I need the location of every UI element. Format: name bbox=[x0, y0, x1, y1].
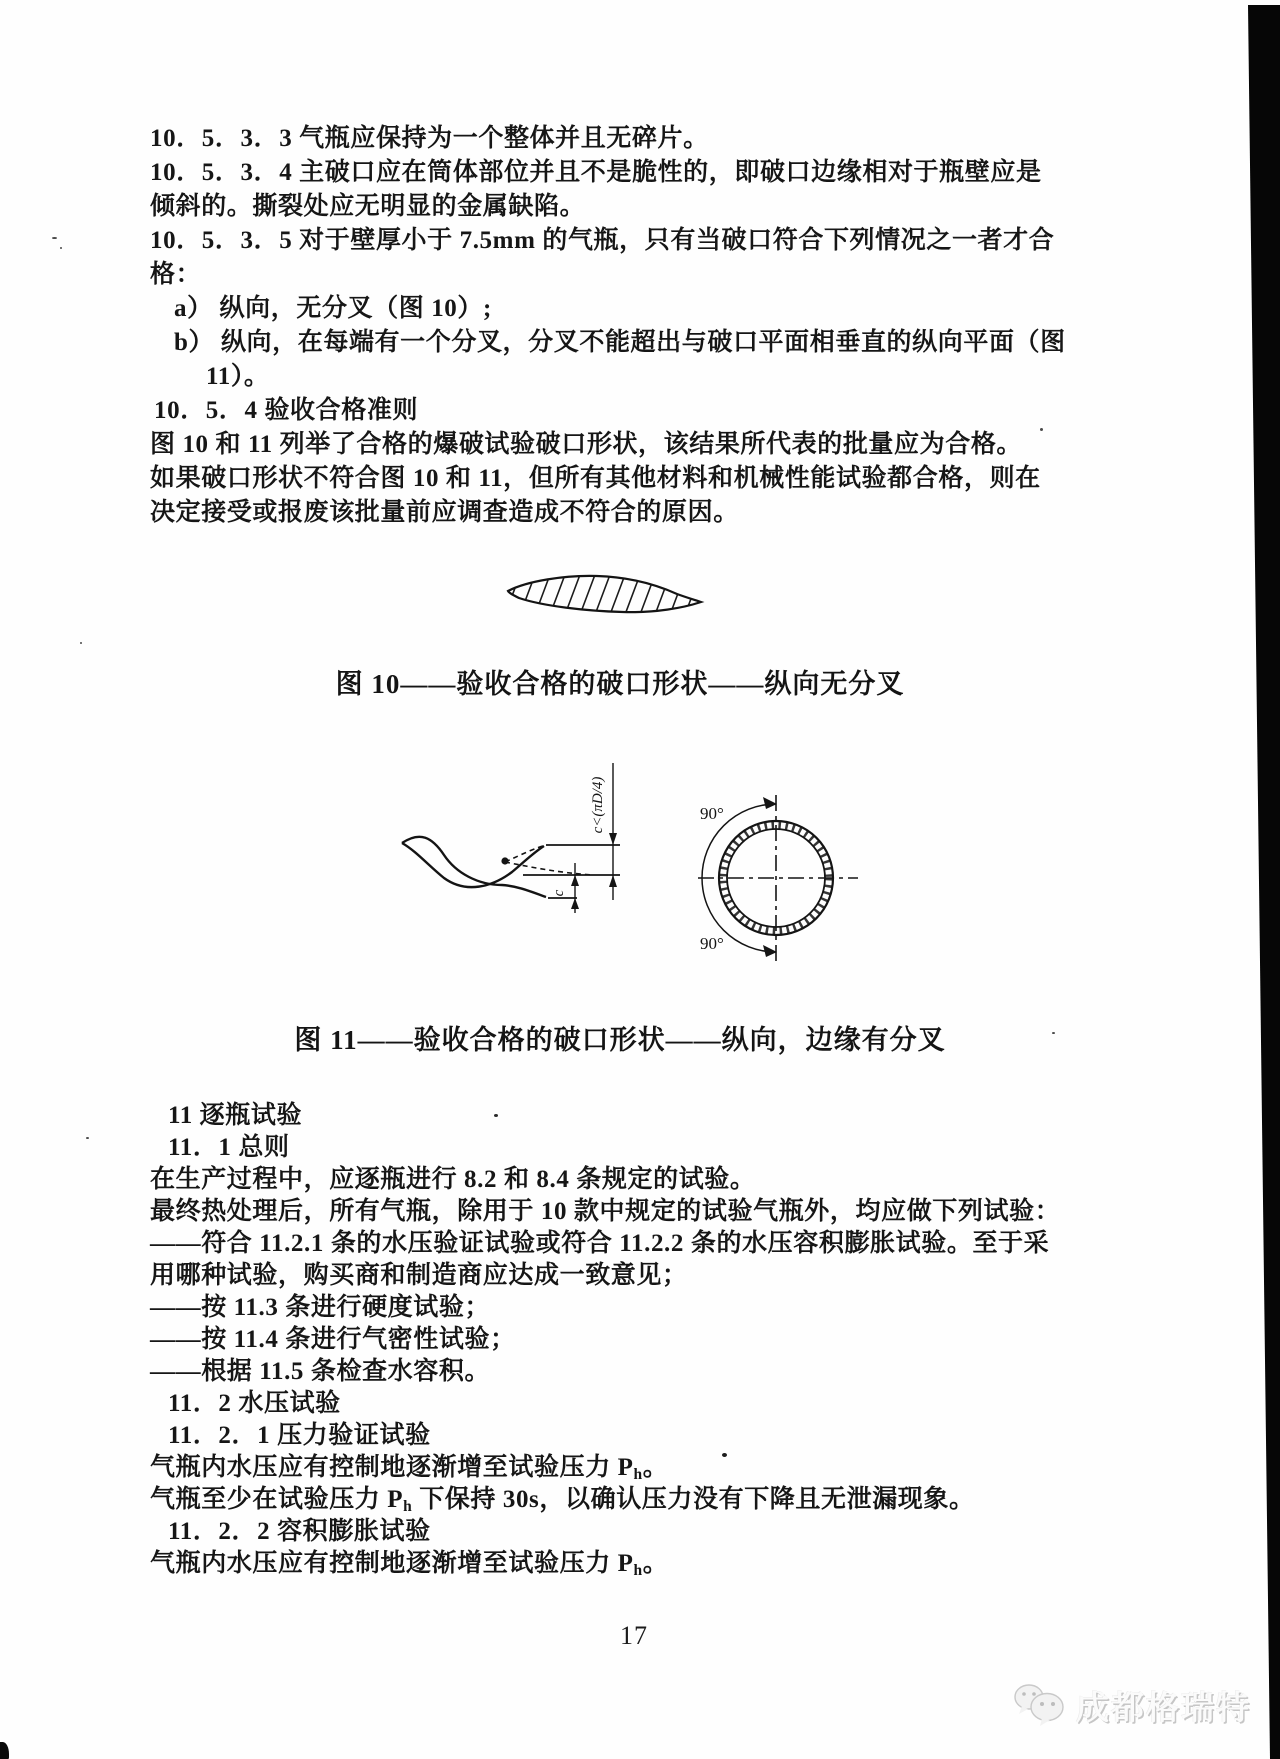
text-line: a） 纵向，无分叉（图 10）; bbox=[174, 295, 492, 322]
text-line: 10．5．3．5 对于壁厚小于 7.5mm 的气瓶，只有当破口符合下列情况之一者才合 bbox=[150, 227, 1055, 254]
scan-speck bbox=[86, 1137, 89, 1139]
scan-speck bbox=[494, 1114, 498, 1117]
scan-speck bbox=[1040, 428, 1043, 431]
text-line: 气瓶至少在试验压力 $P_h$ 下保持 30s，以确认压力没有下降且无泄漏现象。 bbox=[150, 1486, 975, 1515]
dimension-label-main: c<(πD/4) bbox=[590, 776, 606, 834]
text-line: 如果破口形状不符合图 10 和 11，但所有其他材料和机械性能试验都合格，则在 bbox=[150, 465, 1041, 492]
hidden-line-mid bbox=[505, 862, 593, 875]
text-line: 在生产过程中，应逐瓶进行 8.2 和 8.4 条规定的试验。 bbox=[150, 1166, 756, 1193]
text-line: 11．2 水压试验 bbox=[168, 1390, 341, 1417]
scan-speck bbox=[722, 1453, 727, 1457]
text-line: 气瓶内水压应有控制地逐渐增至试验压力 $P_h$。 bbox=[150, 1454, 669, 1483]
text-line: 10．5．3．3 气瓶应保持为一个整体并且无碎片。 bbox=[150, 125, 709, 152]
angle-label-top: 90° bbox=[700, 804, 724, 823]
wechat-icon bbox=[1012, 1681, 1070, 1729]
text-line: 图 10 和 11 列举了合格的爆破试验破口形状，该结果所代表的批量应为合格。 bbox=[150, 431, 1023, 458]
text-line: 倾斜的。撕裂处应无明显的金属缺陷。 bbox=[150, 193, 586, 220]
text-line: b） 纵向，在每端有一个分叉，分叉不能超出与破口平面相垂直的纵向平面（图 bbox=[174, 329, 1066, 356]
text-line: 最终热处理后，所有气瓶，除用于 10 款中规定的试验气瓶外，均应做下列试验： bbox=[150, 1198, 1061, 1225]
arrowhead bbox=[571, 875, 579, 886]
watermark-text: 成都格瑞特 bbox=[1076, 1688, 1251, 1726]
hatching bbox=[505, 572, 701, 620]
text-line: ——按 11.4 条进行气密性试验； bbox=[150, 1326, 516, 1353]
page-number: 17 bbox=[620, 1621, 648, 1650]
text-line: 10．5．4 验收合格准则 bbox=[154, 397, 419, 424]
text-line: 11．2．1 压力验证试验 bbox=[168, 1422, 431, 1449]
scan-edge-bar bbox=[1246, 5, 1280, 1759]
text-line: ——按 11.3 条进行硬度试验； bbox=[150, 1294, 491, 1321]
scan-speck bbox=[52, 237, 57, 239]
figure-11-crack-drawing bbox=[380, 745, 880, 975]
crack-origin-dot bbox=[501, 857, 508, 864]
text-line: ——根据 11.5 条检查水容积。 bbox=[150, 1358, 491, 1385]
text-line: 11．2．2 容积膨胀试验 bbox=[168, 1518, 431, 1545]
text-line: 格： bbox=[150, 261, 202, 288]
text-line: 11）。 bbox=[206, 363, 270, 390]
arrowhead bbox=[571, 898, 579, 909]
wechat-watermark bbox=[1012, 1681, 1251, 1729]
arrowhead bbox=[763, 945, 777, 957]
section-11-text-block bbox=[150, 1100, 1090, 1580]
section-10-5-text-block bbox=[150, 122, 1090, 530]
text-line: 10．5．3．4 主破口应在筒体部位并且不是脆性的，即破口边缘相对于瓶壁应是 bbox=[150, 159, 1042, 186]
scan-corner-blob bbox=[0, 1742, 9, 1759]
text-line: 11．1 总则 bbox=[168, 1134, 290, 1161]
text-line: 用哪种试验，购买商和制造商应达成一致意见； bbox=[150, 1262, 688, 1289]
text-line: 决定接受或报废该批量前应调查造成不符合的原因。 bbox=[150, 499, 739, 526]
text-line: 气瓶内水压应有控制地逐渐增至试验压力 $P_h$。 bbox=[150, 1550, 669, 1579]
figure-10-crack-drawing bbox=[505, 572, 705, 620]
text-line: ——符合 11.2.1 条的水压验证试验或符合 11.2.2 条的水压容积膨胀试验。至于采 bbox=[150, 1230, 1050, 1257]
figure-11-caption: 图 11——验收合格的破口形状——纵向，边缘有分叉 bbox=[294, 1025, 946, 1055]
scan-speck bbox=[80, 642, 82, 644]
crack-outline bbox=[508, 576, 701, 612]
arrowhead bbox=[763, 797, 777, 809]
scan-speck bbox=[1052, 1032, 1055, 1034]
arrowhead bbox=[609, 875, 617, 887]
dimension-label-small: c bbox=[551, 889, 567, 897]
text-line: 11 逐瓶试验 bbox=[168, 1102, 303, 1129]
scan-speck bbox=[60, 247, 62, 249]
arrowhead bbox=[609, 833, 617, 845]
figure-10-caption: 图 10——验收合格的破口形状——纵向无分叉 bbox=[335, 669, 905, 699]
angle-label-bottom: 90° bbox=[700, 934, 724, 953]
